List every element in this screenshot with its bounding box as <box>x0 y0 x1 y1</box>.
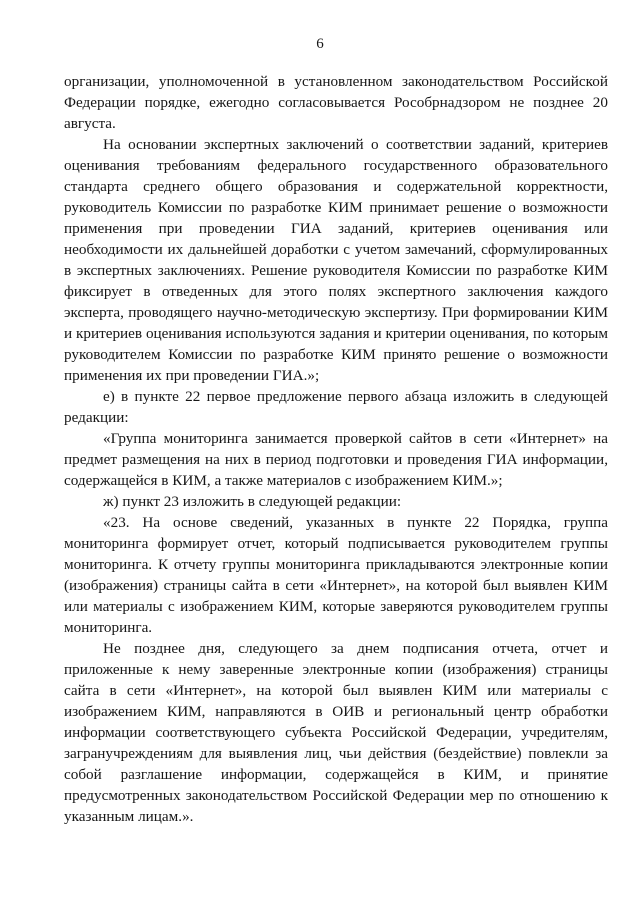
paragraph-item-23: «23. На основе сведений, указанных в пункте 22 Порядка, группа мониторинга формирует отчет, который подписывается руководителем группы мониторинга. К отчету группы мониторинга прикладываются электронные копии (изображения) страницы сайта в сети «Интернет», на которой был выявлен КИМ или материалы с изображением КИМ, которые заверяются руководителем группы мониторинга. <box>64 514 608 636</box>
paragraph-monitoring-group: «Группа мониторинга занимается проверкой сайтов в сети «Интернет» на предмет размещения на них в период подготовки и проведения ГИА информации, содержащейся в КИМ, а также материалов с изображением КИМ.»; <box>64 430 608 489</box>
page-number: 6 <box>316 36 324 52</box>
document-body <box>64 71 608 827</box>
paragraph-continuation: организации, уполномоченной в установленном законодательством Российской Федерации порядке, ежегодно согласовывается Рособрнадзором не позднее 20 августа. <box>64 73 608 132</box>
paragraph-amendment-zh: ж) пункт 23 изложить в следующей редакции: <box>103 493 402 510</box>
paragraph-amendment-e: е) в пункте 22 первое предложение первого абзаца изложить в следующей редакции: <box>64 388 608 426</box>
paragraph-report-submission: Не позднее дня, следующего за днем подписания отчета, отчет и приложенные к нему заверенные электронные копии (изображения) страницы сайта в сети «Интернет», на которой был выявлен КИМ или материалы с изображением КИМ, направляются в ОИВ и региональный центр обработки информации соответствующего субъекта Российской Федерации, учредителям, загранучреждениям для выявления лиц, чьи действия (бездействие) повлекли за собой разглашение информации, содержащейся в КИМ, и принятие предусмотренных законодательством Российской Федерации мер по отношению к указанным лицам.». <box>64 640 608 825</box>
paragraph-expert-conclusions: На основании экспертных заключений о соответствии заданий, критериев оценивания требованиям федерального государственного образовательного стандарта среднего общего образования и содержательной корректности, руководитель Комиссии по разработке КИМ принимает решение о возможности применения при проведении ГИА заданий, критериев оценивания или необходимости их дальнейшей доработки с учетом замечаний, сформулированных в экспертных заключениях. Решение руководителя Комиссии по разработке КИМ фиксирует в отведенных для этого полях экспертного заключения каждого эксперта, проводящего научно-методическую экспертизу. При формировании КИМ и критериев оценивания используются задания и критерии оценивания, по которым руководителем Комиссии по разработке КИМ принято решение о возможности применения их при проведении ГИА.»; <box>64 136 608 384</box>
